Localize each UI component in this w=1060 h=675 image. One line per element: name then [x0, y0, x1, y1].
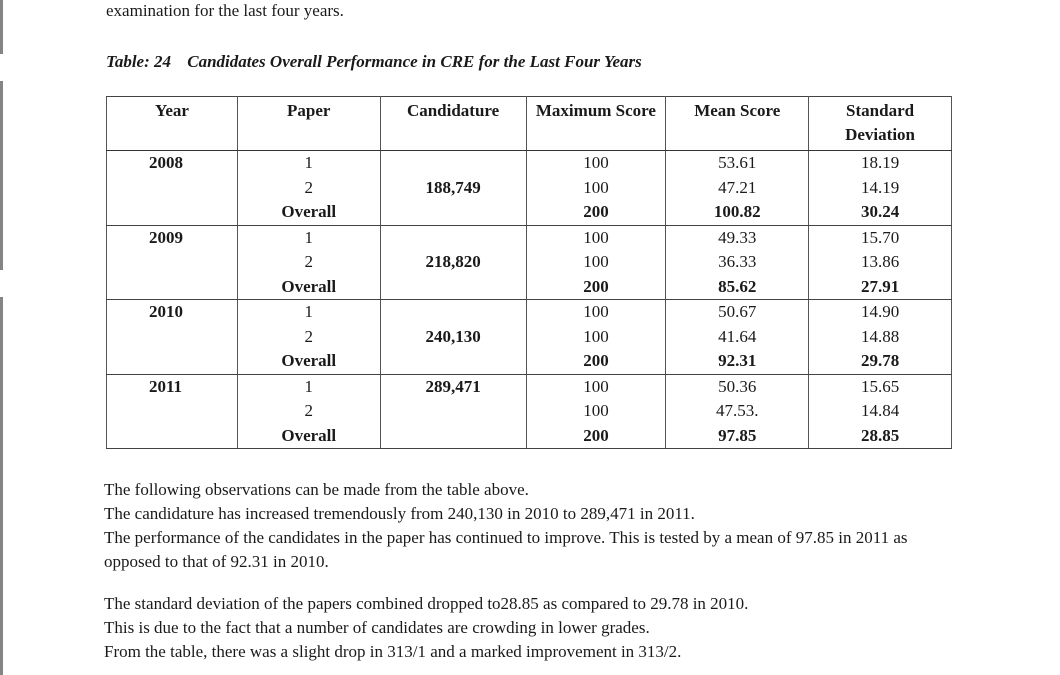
cell-paper: 1 — [237, 225, 380, 250]
cell-standard-deviation: 14.84 — [809, 399, 952, 424]
header-candidature: Candidature — [380, 97, 526, 151]
table-row — [107, 250, 952, 275]
cell-maximum-score: 100 — [526, 225, 666, 250]
cell-paper: Overall — [237, 275, 380, 300]
cell-candidature: 218,820 — [380, 250, 526, 275]
table-row — [107, 325, 952, 350]
cell-maximum-score: 100 — [526, 374, 666, 399]
observation-standard-deviation: The standard deviation of the papers combined dropped to28.85 as compared to 29.78 in 2010. — [104, 594, 749, 613]
cell-candidature — [380, 399, 526, 424]
cell-standard-deviation: 14.90 — [809, 300, 952, 325]
cell-mean-score: 85.62 — [666, 275, 809, 300]
cell-paper: 2 — [237, 250, 380, 275]
table-row — [107, 399, 952, 424]
cell-candidature — [380, 225, 526, 250]
table-row — [107, 151, 952, 176]
cell-standard-deviation: 15.70 — [809, 225, 952, 250]
cell-standard-deviation: 28.85 — [809, 424, 952, 449]
table-caption — [106, 52, 642, 72]
table-header-row — [107, 97, 952, 151]
cell-mean-score: 41.64 — [666, 325, 809, 350]
cell-standard-deviation: 27.91 — [809, 275, 952, 300]
cell-year — [107, 349, 238, 374]
cell-standard-deviation: 14.88 — [809, 325, 952, 350]
observation-paper-change: From the table, there was a slight drop in 313/1 and a marked improvement in 313/2. — [104, 642, 682, 661]
cell-standard-deviation: 18.19 — [809, 151, 952, 176]
cell-mean-score: 100.82 — [666, 200, 809, 225]
cell-candidature — [380, 275, 526, 300]
cell-mean-score: 47.21 — [666, 176, 809, 201]
cell-standard-deviation: 14.19 — [809, 176, 952, 201]
table-title: Candidates Overall Performance in CRE for the Last Four Years — [187, 52, 642, 71]
cell-paper: 2 — [237, 325, 380, 350]
cell-mean-score: 49.33 — [666, 225, 809, 250]
cell-maximum-score: 200 — [526, 424, 666, 449]
cell-candidature: 240,130 — [380, 325, 526, 350]
cell-year: 2011 — [107, 374, 238, 399]
cell-paper: Overall — [237, 200, 380, 225]
cell-mean-score: 97.85 — [666, 424, 809, 449]
cell-paper: Overall — [237, 349, 380, 374]
cell-year: 2010 — [107, 300, 238, 325]
cell-year — [107, 176, 238, 201]
observations-lead: The following observations can be made from the table above. — [104, 480, 529, 499]
cell-candidature: 188,749 — [380, 176, 526, 201]
observations-section — [104, 478, 924, 664]
cell-candidature — [380, 200, 526, 225]
cell-candidature — [380, 424, 526, 449]
cell-candidature — [380, 349, 526, 374]
cell-maximum-score: 200 — [526, 200, 666, 225]
header-standard-deviation: Standard Deviation — [809, 97, 952, 151]
cell-mean-score: 53.61 — [666, 151, 809, 176]
table-row — [107, 225, 952, 250]
cell-mean-score: 92.31 — [666, 349, 809, 374]
header-maximum-score: Maximum Score — [526, 97, 666, 151]
cell-standard-deviation: 15.65 — [809, 374, 952, 399]
cell-maximum-score: 100 — [526, 176, 666, 201]
intro-text: examination for the last four years. — [106, 1, 344, 20]
cell-maximum-score: 100 — [526, 325, 666, 350]
table-row — [107, 176, 952, 201]
cell-mean-score: 50.67 — [666, 300, 809, 325]
cell-paper: 2 — [237, 176, 380, 201]
performance-table — [106, 96, 952, 449]
cell-maximum-score: 200 — [526, 349, 666, 374]
cell-maximum-score: 200 — [526, 275, 666, 300]
cell-mean-score: 36.33 — [666, 250, 809, 275]
table-row — [107, 349, 952, 374]
cell-maximum-score: 100 — [526, 300, 666, 325]
cell-paper: Overall — [237, 424, 380, 449]
cell-paper: 1 — [237, 151, 380, 176]
cell-year: 2009 — [107, 225, 238, 250]
cell-paper: 2 — [237, 399, 380, 424]
observation-candidature: The candidature has increased tremendously from 240,130 in 2010 to 289,471 in 2011. — [104, 504, 695, 523]
cell-mean-score: 50.36 — [666, 374, 809, 399]
cell-year — [107, 275, 238, 300]
observation-performance: The performance of the candidates in the paper has continued to improve. This is tested by a mean of 97.85 in 2011 as opposed to that of 92.31 in 2010. — [104, 528, 908, 571]
cell-candidature: 289,471 — [380, 374, 526, 399]
table-number: Table: 24 — [106, 52, 172, 71]
cell-mean-score: 47.53. — [666, 399, 809, 424]
cell-year — [107, 200, 238, 225]
cell-maximum-score: 100 — [526, 399, 666, 424]
scan-edge-mark — [0, 0, 3, 675]
header-paper: Paper — [237, 97, 380, 151]
cell-year — [107, 325, 238, 350]
header-year: Year — [107, 97, 238, 151]
cell-candidature — [380, 300, 526, 325]
table-row — [107, 200, 952, 225]
cell-paper: 1 — [237, 300, 380, 325]
cell-year — [107, 399, 238, 424]
table-row — [107, 424, 952, 449]
cell-standard-deviation: 29.78 — [809, 349, 952, 374]
table-row — [107, 374, 952, 399]
cell-year: 2008 — [107, 151, 238, 176]
cell-standard-deviation: 13.86 — [809, 250, 952, 275]
observation-crowding: This is due to the fact that a number of candidates are crowding in lower grades. — [104, 618, 650, 637]
table-row — [107, 275, 952, 300]
cell-maximum-score: 100 — [526, 151, 666, 176]
table-row — [107, 300, 952, 325]
header-mean-score: Mean Score — [666, 97, 809, 151]
cell-year — [107, 250, 238, 275]
cell-candidature — [380, 151, 526, 176]
cell-standard-deviation: 30.24 — [809, 200, 952, 225]
cell-maximum-score: 100 — [526, 250, 666, 275]
cell-year — [107, 424, 238, 449]
cell-paper: 1 — [237, 374, 380, 399]
